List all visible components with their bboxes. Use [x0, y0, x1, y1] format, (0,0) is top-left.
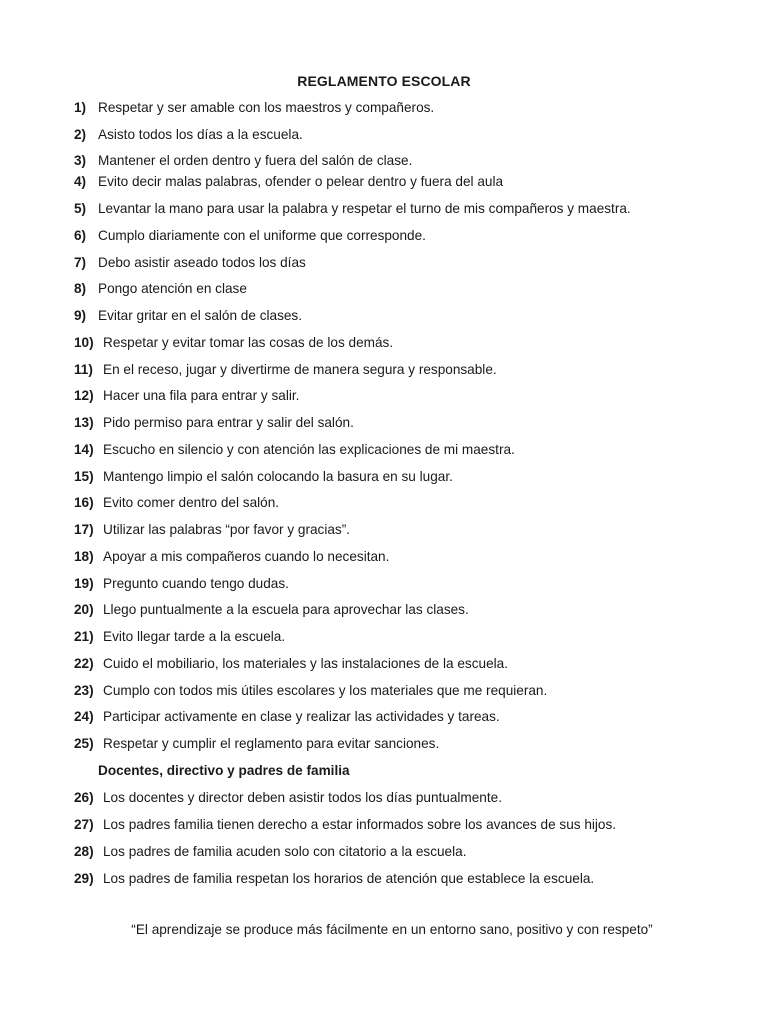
- rule-item: [74, 708, 500, 726]
- rule-item: [74, 548, 389, 566]
- rule-text: Evito llegar tarde a la escuela.: [103, 629, 286, 644]
- rule-item: [74, 227, 426, 245]
- rule-number: 20): [74, 602, 94, 617]
- rule-item: [74, 254, 306, 272]
- rule-item: [74, 601, 469, 619]
- rule-item: [74, 816, 616, 834]
- rule-item: [74, 152, 412, 170]
- rule-number: 10): [74, 335, 94, 350]
- rule-text: Respetar y ser amable con los maestros y compañeros.: [98, 100, 435, 115]
- rule-number: 18): [74, 549, 94, 564]
- rule-number: 22): [74, 656, 94, 671]
- rule-number: 7): [74, 255, 87, 270]
- rule-item: [74, 789, 502, 807]
- rule-item: [74, 126, 303, 144]
- rule-text: Respetar y cumplir el reglamento para evitar sanciones.: [103, 736, 440, 751]
- section-subheading: Docentes, directivo y padres de familia: [98, 763, 350, 778]
- rule-item: [74, 628, 285, 646]
- rule-text: Pongo atención en clase: [98, 281, 247, 296]
- rule-text: Levantar la mano para usar la palabra y respetar el turno de mis compañeros y maestra.: [98, 201, 631, 216]
- rule-text: Mantengo limpio el salón colocando la basura en su lugar.: [103, 469, 453, 484]
- rule-item: [74, 870, 594, 888]
- rule-number: 19): [74, 576, 94, 591]
- rule-text: Respetar y evitar tomar las cosas de los demás.: [103, 335, 394, 350]
- rule-item: [74, 173, 503, 191]
- rule-text: En el receso, jugar y divertirme de manera segura y responsable.: [103, 362, 497, 377]
- rule-text: Los docentes y director deben asistir todos los días puntualmente.: [103, 790, 502, 805]
- rule-text: Asisto todos los días a la escuela.: [98, 127, 303, 142]
- rule-text: Utilizar las palabras “por favor y gracias”.: [103, 522, 351, 537]
- rule-text: Los padres familia tienen derecho a estar informados sobre los avances de sus hijos.: [103, 817, 617, 832]
- rule-item: [74, 468, 453, 486]
- rule-item: [74, 735, 439, 753]
- rule-text: Hacer una fila para entrar y salir.: [103, 388, 300, 403]
- rule-item: [74, 280, 247, 298]
- rule-number: 8): [74, 281, 87, 296]
- rule-item: [74, 200, 631, 218]
- rule-item: [74, 361, 497, 379]
- rule-text: Debo asistir aseado todos los días: [98, 255, 306, 270]
- rule-number: 14): [74, 442, 94, 457]
- rule-number: 27): [74, 817, 94, 832]
- rule-text: Los padres de familia acuden solo con citatorio a la escuela.: [103, 844, 467, 859]
- document-title: REGLAMENTO ESCOLAR: [297, 73, 471, 89]
- rule-number: 23): [74, 683, 94, 698]
- rule-text: Mantener el orden dentro y fuera del salón de clase.: [98, 153, 413, 168]
- rule-text: Evito decir malas palabras, ofender o pelear dentro y fuera del aula: [98, 174, 504, 189]
- rule-item: [74, 99, 434, 117]
- rule-text: Apoyar a mis compañeros cuando lo necesitan.: [103, 549, 390, 564]
- rule-number: 13): [74, 415, 94, 430]
- rule-number: 1): [74, 100, 87, 115]
- rule-text: Los padres de familia respetan los horarios de atención que establece la escuela.: [103, 871, 595, 886]
- rule-item: [74, 307, 302, 325]
- rule-item: [74, 843, 466, 861]
- rule-item: [74, 521, 350, 539]
- rule-text: Cumplo con todos mis útiles escolares y los materiales que me requieran.: [103, 683, 548, 698]
- rule-number: 17): [74, 522, 94, 537]
- rule-number: 11): [74, 362, 93, 377]
- rule-item: [74, 682, 547, 700]
- rule-text: Cumplo diariamente con el uniforme que corresponde.: [98, 228, 426, 243]
- rule-item: [74, 494, 279, 512]
- rule-item: [74, 575, 289, 593]
- rule-item: [74, 387, 299, 405]
- rule-text: Evitar gritar en el salón de clases.: [98, 308, 303, 323]
- rule-text: Pregunto cuando tengo dudas.: [103, 576, 289, 591]
- rule-number: 2): [74, 127, 87, 142]
- rule-number: 21): [74, 629, 94, 644]
- rule-text: Participar activamente en clase y realizar las actividades y tareas.: [103, 709, 500, 724]
- rule-text: Evito comer dentro del salón.: [103, 495, 280, 510]
- rule-number: 15): [74, 469, 94, 484]
- rule-item: [74, 441, 515, 459]
- rule-number: 25): [74, 736, 94, 751]
- rule-item: [74, 334, 393, 352]
- rule-number: 3): [74, 153, 87, 168]
- rule-item: [74, 655, 508, 673]
- rule-text: Cuido el mobiliario, los materiales y las instalaciones de la escuela.: [103, 656, 508, 671]
- rule-text: Escucho en silencio y con atención las explicaciones de mi maestra.: [103, 442, 515, 457]
- rule-number: 28): [74, 844, 94, 859]
- rule-number: 4): [74, 174, 87, 189]
- rule-number: 12): [74, 388, 94, 403]
- rule-number: 16): [74, 495, 94, 510]
- rule-text: Pido permiso para entrar y salir del salón.: [103, 415, 354, 430]
- closing-quote: “El aprendizaje se produce más fácilmente en un entorno sano, positivo y con respeto”: [131, 922, 653, 937]
- rule-number: 26): [74, 790, 94, 805]
- rule-item: [74, 414, 354, 432]
- rule-number: 9): [74, 308, 87, 323]
- rule-number: 24): [74, 709, 94, 724]
- rule-number: 29): [74, 871, 94, 886]
- rule-number: 5): [74, 201, 87, 216]
- rule-text: Llego puntualmente a la escuela para aprovechar las clases.: [103, 602, 469, 617]
- rule-number: 6): [74, 228, 87, 243]
